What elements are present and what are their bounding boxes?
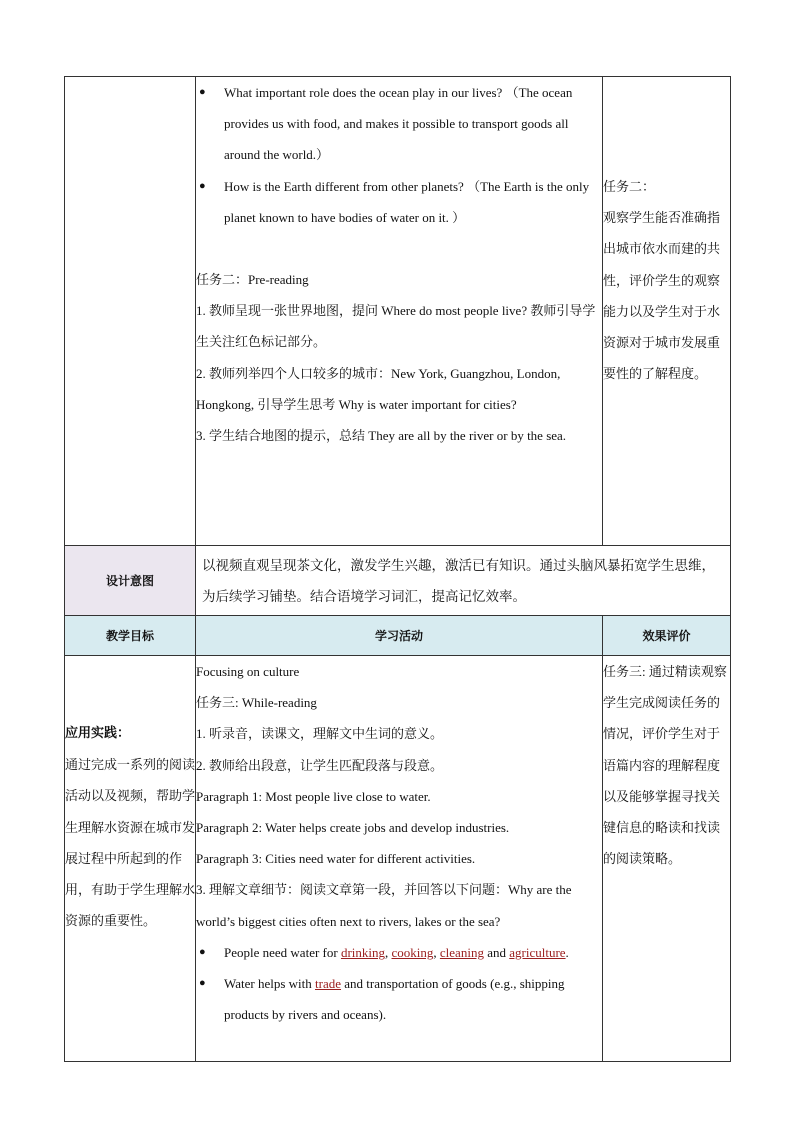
continuation-row: [65, 77, 731, 546]
design-intent-row: [65, 546, 731, 616]
task-two-step-1: 1. 教师呈现一张世界地图，提问 Where do most people live? 教师引导学生关注红色标记部分。: [196, 303, 596, 350]
keyword-cleaning: cleaning: [439, 944, 484, 960]
bullet-text: What important role does the ocean play in our lives? （The ocean provides us with food, and makes it possible to transport goods all around the world.）: [224, 85, 573, 163]
separator: ,: [385, 944, 392, 960]
task-three-step-3: 3. 理解文章细节：阅读文章第一段，并回答以下问题：Why are the world’s biggest cities often next to rivers, lakes or the sea?: [196, 882, 572, 929]
task-two-step-3: 3. 学生结合地图的提示，总结 They are all by the river or by the sea.: [196, 428, 567, 444]
question-bullet-earth: [196, 171, 602, 233]
task-three-step-2: 2. 教师给出段意，让学生匹配段落与段意。: [196, 757, 444, 773]
task-two-title: 任务二：Pre-reading: [196, 272, 309, 288]
question-bullet-ocean: [196, 77, 602, 171]
keyword-cooking: cooking: [391, 944, 434, 960]
bullet-icon: ●: [199, 179, 206, 192]
keyword-drinking: drinking: [340, 944, 386, 960]
header-evaluation: 效果评价: [603, 616, 731, 656]
culture-title: Focusing on culture: [196, 664, 300, 679]
header-goal: 教学目标: [65, 616, 196, 656]
paragraph-1-meaning: Paragraph 1: Most people live close to water.: [196, 788, 431, 804]
keyword-trade: trade: [315, 976, 341, 992]
design-intent-label: 设计意图: [65, 546, 196, 616]
paragraph-2-meaning: Paragraph 2: Water helps create jobs and develop industries.: [196, 820, 510, 836]
separator: ,: [433, 944, 440, 960]
bullet-icon: ●: [199, 945, 206, 958]
header-row: [65, 616, 731, 656]
bullet-icon: ●: [199, 977, 206, 990]
evaluation-cell: [603, 656, 731, 1062]
goal-label: 应用实践：: [65, 726, 131, 741]
bullet-text: Water helps with: [224, 976, 316, 992]
lesson-plan-table: [64, 76, 731, 1062]
task-three-step-1: 1. 听录音，读课文，理解文中生词的意义。: [196, 726, 444, 742]
period: .: [565, 944, 569, 960]
continuation-evaluation-cell: [603, 77, 731, 546]
task-two-eval-title: 任务二：: [603, 179, 656, 194]
task-three-title: 任务三: While-reading: [196, 695, 317, 711]
answer-bullet-trade: [196, 968, 602, 1030]
conjunction: and: [483, 944, 510, 960]
bullet-text: and transportation of goods (e.g., shipping products by rivers and oceans).: [224, 976, 565, 1023]
bullet-icon: ●: [199, 86, 206, 98]
bullet-text: How is the Earth different from other planets? （The Earth is the only planet known to have bodies of water on it. ）: [224, 178, 590, 225]
application-row: [65, 656, 731, 1062]
paragraph-3-meaning: Paragraph 3: Cities need water for different activities.: [196, 851, 476, 867]
answer-bullet-needs: [196, 937, 602, 968]
task-two-step-2: 2. 教师列举四个人口较多的城市：New York, Guangzhou, London, Hongkong, 引导学生思考 Why is water important for cities?: [196, 365, 561, 412]
design-intent-text: 以视频直观呈现茶文化，激发学生兴趣，激活已有知识。通过头脑风暴拓宽学生思维，为后续学习铺垫。结合语境学习词汇，提高记忆效率。: [196, 546, 731, 616]
goal-text: 通过完成一系列的阅读活动以及视频，帮助学生理解水资源在城市发展过程中所起到的作用，有助于学生理解水资源的重要性。: [65, 757, 196, 929]
continuation-activity-cell: [196, 77, 603, 546]
task-three-evaluation: 任务三: 通过精读观察学生完成阅读任务的情况，评价学生对于语篇内容的理解程度以及能够掌握寻找关键信息的略读和找读的阅读策略。: [603, 664, 727, 867]
continuation-goal-cell: [65, 77, 196, 546]
activity-cell: [196, 656, 603, 1062]
task-two-eval-text: 观察学生能否准确指出城市依水而建的共性，评价学生的观察能力以及学生对于水资源对于城市发展重要性的了解程度。: [603, 210, 721, 382]
goal-cell: [65, 656, 196, 1062]
bullet-text: People need water for: [224, 944, 341, 960]
keyword-agriculture: agriculture: [509, 944, 566, 960]
header-activity: 学习活动: [196, 616, 603, 656]
